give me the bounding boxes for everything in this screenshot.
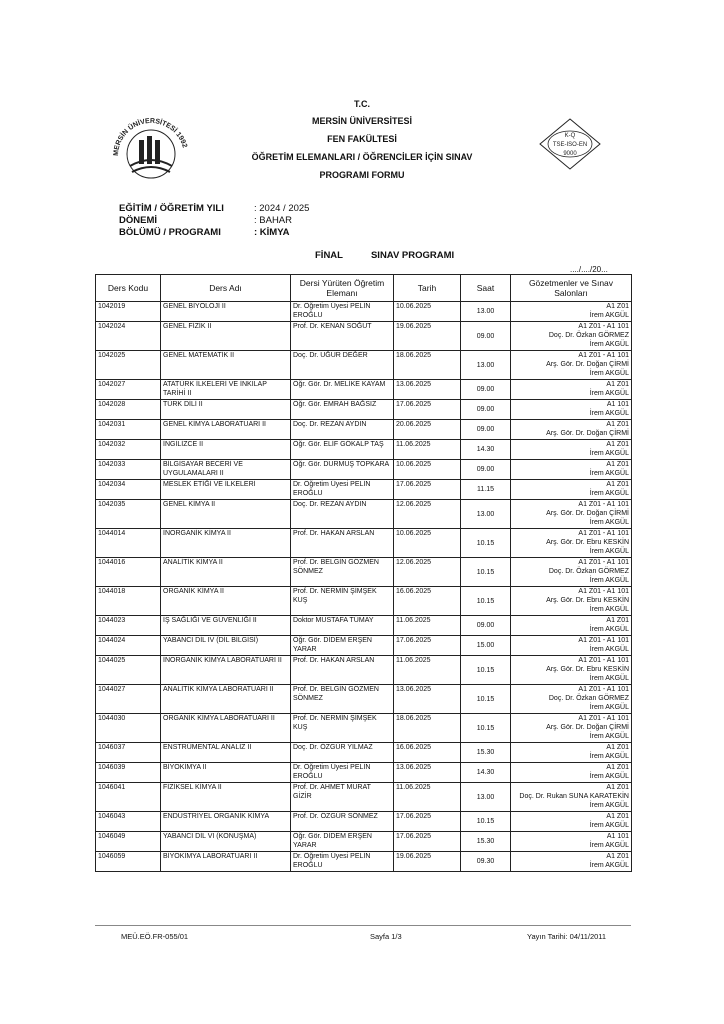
cell-date: 11.06.2025 bbox=[394, 440, 461, 460]
cell-date: 10.06.2025 bbox=[394, 529, 461, 558]
cell-rooms: A1 Z01 - A1 101 Arş. Gör. Dr. Ebru KESKİN İrem AKGÜL bbox=[511, 529, 632, 558]
cell-course-name: YABANCI DİL IV (DİL BİLGİSİ) bbox=[161, 636, 291, 656]
cell-rooms: A1 Z01 İrem AKGÜL bbox=[511, 616, 632, 636]
cell-code: 1042024 bbox=[96, 322, 161, 351]
cell-time: 14.30 bbox=[461, 763, 511, 783]
cell-course-name: GENEL KİMYA LABORATUARI II bbox=[161, 420, 291, 440]
cell-time: 10.15 bbox=[461, 558, 511, 587]
cell-rooms: A1 Z01 İrem AKGÜL bbox=[511, 460, 632, 480]
cell-code: 1042025 bbox=[96, 351, 161, 380]
cell-lecturer: Öğr. Gör. ELİF GÖKALP TAŞ bbox=[291, 440, 394, 460]
cell-lecturer: Doç. Dr. ÖZGÜR YILMAZ bbox=[291, 743, 394, 763]
cell-lecturer: Prof. Dr. HAKAN ARSLAN bbox=[291, 656, 394, 685]
cell-date: 12.06.2025 bbox=[394, 500, 461, 529]
info-dept-value: : KİMYA bbox=[254, 227, 290, 238]
header-tc: T.C. bbox=[353, 99, 370, 109]
cell-time: 09.00 bbox=[461, 380, 511, 400]
cell-code: 1046059 bbox=[96, 852, 161, 872]
cell-course-name: ATATÜRK İLKELERİ VE İNKILAP TARİHİ II bbox=[161, 380, 291, 400]
cell-date: 10.06.2025 bbox=[394, 460, 461, 480]
table-row bbox=[96, 832, 632, 852]
cell-rooms: A1 Z01 - A1 101 Arş. Gör. Dr. Doğan ÇİRMİ İrem AKGÜL bbox=[511, 351, 632, 380]
cell-date: 19.06.2025 bbox=[394, 322, 461, 351]
cell-course-name: BİLGİSAYAR BECERİ VE UYGULAMALARI II bbox=[161, 460, 291, 480]
cell-code: 1044016 bbox=[96, 558, 161, 587]
table-row bbox=[96, 714, 632, 743]
col-header-lecturer: Dersi Yürüten Öğretim Elemanı bbox=[291, 275, 394, 302]
header-form-title-1: ÖĞRETİM ELEMANLARI / ÖĞRENCİLER İÇİN SINAV bbox=[251, 152, 473, 162]
cell-date: 11.06.2025 bbox=[394, 783, 461, 812]
cell-course-name: ORGANİK KİMYA LABORATUARI II bbox=[161, 714, 291, 743]
cell-date: 16.06.2025 bbox=[394, 743, 461, 763]
cell-course-name: ENDÜSTRİYEL ORGANİK KİMYA bbox=[161, 812, 291, 832]
cell-lecturer: Doç. Dr. UĞUR DEĞER bbox=[291, 351, 394, 380]
info-year-label: EĞİTİM / ÖĞRETİM YILI bbox=[119, 203, 224, 214]
cert-line-3: 9000 bbox=[563, 151, 577, 157]
table-row bbox=[96, 685, 632, 714]
cell-date: 17.06.2025 bbox=[394, 400, 461, 420]
table-row bbox=[96, 400, 632, 420]
info-term bbox=[119, 215, 292, 226]
cell-time: 09.00 bbox=[461, 460, 511, 480]
cell-course-name: GENEL FİZİK II bbox=[161, 322, 291, 351]
table-row bbox=[96, 460, 632, 480]
cell-rooms: A1 Z01 - A1 101 Doç. Dr. Özkan GÖRMEZ İrem AKGÜL bbox=[511, 558, 632, 587]
cell-lecturer: Prof. Dr. AHMET MURAT GİZİR bbox=[291, 783, 394, 812]
cell-lecturer: Dr. Öğretim Üyesi PELİN EROĞLU bbox=[291, 302, 394, 322]
cell-course-name: İNORGANİK KİMYA II bbox=[161, 529, 291, 558]
cell-course-name: GENEL KİMYA II bbox=[161, 500, 291, 529]
table-row bbox=[96, 783, 632, 812]
cell-time: 10.15 bbox=[461, 812, 511, 832]
footer-publish-date: Yayın Tarihi: 04/11/2011 bbox=[527, 932, 607, 941]
table-row bbox=[96, 558, 632, 587]
cell-date: 10.06.2025 bbox=[394, 302, 461, 322]
cell-course-name: İŞ SAĞLIĞI VE GÜVENLİĞİ II bbox=[161, 616, 291, 636]
svg-text:MERSİN ÜNİVERSİTESİ 1992: MERSİN ÜNİVERSİTESİ 1992 bbox=[112, 117, 188, 157]
cell-lecturer: Dr. Öğretim Üyesi PELİN EROĞLU bbox=[291, 852, 394, 872]
cell-rooms: A1 Z01 - A1 101 Doç. Dr. Özkan GÖRMEZ İrem AKGÜL bbox=[511, 322, 632, 351]
cell-date: 17.06.2025 bbox=[394, 832, 461, 852]
table-row bbox=[96, 529, 632, 558]
cell-code: 1044023 bbox=[96, 616, 161, 636]
footer-form-code: MEÜ.EÖ.FR-055/01 bbox=[121, 932, 189, 941]
cell-code: 1046039 bbox=[96, 763, 161, 783]
cell-lecturer: Dr. Öğretim Üyesi PELİN EROĞLU bbox=[291, 480, 394, 500]
cell-lecturer: Öğr. Gör. DİDEM ERŞEN YARAR bbox=[291, 636, 394, 656]
info-dept bbox=[119, 227, 290, 238]
cell-lecturer: Öğr. Gör. DURMUŞ TOPKARA bbox=[291, 460, 394, 480]
cell-rooms: A1 Z01 Doç. Dr. Rukan SUNA KARATEKİN İrem AKGÜL bbox=[511, 783, 632, 812]
cell-date: 11.06.2025 bbox=[394, 656, 461, 685]
cell-code: 1042031 bbox=[96, 420, 161, 440]
cell-lecturer: Prof. Dr. NERMİN ŞİMŞEK KUŞ bbox=[291, 714, 394, 743]
cell-code: 1042027 bbox=[96, 380, 161, 400]
cell-lecturer: Doç. Dr. REZAN AYDIN bbox=[291, 420, 394, 440]
cell-rooms: A1 Z01 İrem AKGÜL bbox=[511, 743, 632, 763]
cell-time: 13.00 bbox=[461, 783, 511, 812]
cell-time: 14.30 bbox=[461, 440, 511, 460]
cell-date: 18.06.2025 bbox=[394, 351, 461, 380]
cell-rooms: A1 Z01 İrem AKGÜL bbox=[511, 440, 632, 460]
cell-code: 1046041 bbox=[96, 783, 161, 812]
cell-code: 1046049 bbox=[96, 832, 161, 852]
cell-date: 13.06.2025 bbox=[394, 763, 461, 783]
cell-date: 17.06.2025 bbox=[394, 636, 461, 656]
cell-rooms: A1 101 İrem AKGÜL bbox=[511, 400, 632, 420]
table-row bbox=[96, 380, 632, 400]
cell-rooms: A1 Z01 - A1 101 Arş. Gör. Dr. Doğan ÇİRMİ İrem AKGÜL bbox=[511, 714, 632, 743]
table-row bbox=[96, 302, 632, 322]
exam-title bbox=[315, 250, 482, 261]
table-row bbox=[96, 480, 632, 500]
cell-time: 15.00 bbox=[461, 636, 511, 656]
table-header-row bbox=[96, 275, 632, 302]
table-row bbox=[96, 656, 632, 685]
cell-time: 10.15 bbox=[461, 656, 511, 685]
cell-time: 11.15 bbox=[461, 480, 511, 500]
table-row bbox=[96, 351, 632, 380]
cell-lecturer: Prof. Dr. BELGİN GÖZMEN SÖNMEZ bbox=[291, 558, 394, 587]
col-header-name: Ders Adı bbox=[161, 275, 291, 302]
cell-course-name: İNGİLİZCE II bbox=[161, 440, 291, 460]
cell-lecturer: Prof. Dr. ÖZGÜR SÖNMEZ bbox=[291, 812, 394, 832]
cell-lecturer: Prof. Dr. KENAN SOĞUT bbox=[291, 322, 394, 351]
cell-rooms: A1 Z01 - A1 101 Arş. Gör. Dr. Ebru KESKİN İrem AKGÜL bbox=[511, 656, 632, 685]
cell-lecturer: Doç. Dr. REZAN AYDIN bbox=[291, 500, 394, 529]
cell-code: 1044018 bbox=[96, 587, 161, 616]
cell-time: 13.00 bbox=[461, 302, 511, 322]
cell-rooms: A1 Z01 İrem AKGÜL bbox=[511, 763, 632, 783]
footer-page: Sayfa 1/3 bbox=[370, 932, 402, 941]
cell-lecturer: Prof. Dr. BELGİN GÖZMEN SÖNMEZ bbox=[291, 685, 394, 714]
cell-course-name: İNORGANİK KİMYA LABORATUARI II bbox=[161, 656, 291, 685]
col-header-code: Ders Kodu bbox=[96, 275, 161, 302]
cell-date: 13.06.2025 bbox=[394, 380, 461, 400]
cell-course-name: GENEL BİYOLOJİ II bbox=[161, 302, 291, 322]
cell-lecturer: Prof. Dr. HAKAN ARSLAN bbox=[291, 529, 394, 558]
cell-time: 09.30 bbox=[461, 852, 511, 872]
cell-rooms: A1 Z01 - A1 101 Arş. Gör. Dr. Ebru KESKİN İrem AKGÜL bbox=[511, 587, 632, 616]
cell-time: 13.00 bbox=[461, 351, 511, 380]
cell-code: 1042034 bbox=[96, 480, 161, 500]
col-header-date: Tarih bbox=[394, 275, 461, 302]
exam-schedule-table bbox=[95, 274, 632, 872]
info-term-value: : BAHAR bbox=[254, 215, 293, 226]
cell-course-name: ANALİTİK KİMYA II bbox=[161, 558, 291, 587]
cell-rooms: A1 Z01 İrem AKGÜL bbox=[511, 852, 632, 872]
cert-line-1: K-Q bbox=[564, 133, 576, 139]
table-row bbox=[96, 587, 632, 616]
cell-time: 10.15 bbox=[461, 529, 511, 558]
cell-code: 1046043 bbox=[96, 812, 161, 832]
table-body bbox=[96, 302, 632, 872]
cell-code: 1042032 bbox=[96, 440, 161, 460]
cell-time: 09.00 bbox=[461, 400, 511, 420]
cell-code: 1042035 bbox=[96, 500, 161, 529]
cell-course-name: YABANCI DİL VI (KONUŞMA) bbox=[161, 832, 291, 852]
cell-code: 1042028 bbox=[96, 400, 161, 420]
cell-rooms: A1 Z01 - A1 101 Arş. Gör. Dr. Doğan ÇİRMİ İrem AKGÜL bbox=[511, 500, 632, 529]
cell-lecturer: Prof. Dr. NERMİN ŞİMŞEK KUŞ bbox=[291, 587, 394, 616]
cell-rooms: A1 Z01 İrem AKGÜL bbox=[511, 812, 632, 832]
cell-course-name: MESLEK ETİĞİ VE İLKELERİ bbox=[161, 480, 291, 500]
cell-date: 11.06.2025 bbox=[394, 616, 461, 636]
cell-course-name: ENSTRÜMENTAL ANALİZ II bbox=[161, 743, 291, 763]
cell-time: 10.15 bbox=[461, 685, 511, 714]
cell-code: 1044030 bbox=[96, 714, 161, 743]
cell-time: 10.15 bbox=[461, 714, 511, 743]
cell-time: 09.00 bbox=[461, 420, 511, 440]
cell-course-name: ANALİTİK KİMYA LABORATUARI II bbox=[161, 685, 291, 714]
info-year-value: : 2024 / 2025 bbox=[254, 203, 310, 214]
cell-time: 09.00 bbox=[461, 322, 511, 351]
table-row bbox=[96, 636, 632, 656]
date-placeholder: ..../..../20... bbox=[570, 265, 608, 274]
cell-rooms: A1 Z01 İrem AKGÜL bbox=[511, 480, 632, 500]
col-header-time: Saat bbox=[461, 275, 511, 302]
cell-code: 1044024 bbox=[96, 636, 161, 656]
cell-code: 1046037 bbox=[96, 743, 161, 763]
cell-lecturer: Doktor MUSTAFA TÜMAY bbox=[291, 616, 394, 636]
table-row bbox=[96, 763, 632, 783]
table-row bbox=[96, 500, 632, 529]
cell-course-name: BİYOKİMYA LABORATUARI II bbox=[161, 852, 291, 872]
cell-date: 13.06.2025 bbox=[394, 685, 461, 714]
table-row bbox=[96, 812, 632, 832]
info-dept-label: BÖLÜMÜ / PROGRAMI bbox=[119, 227, 221, 238]
exam-program-title: SINAV PROGRAMI bbox=[370, 250, 455, 261]
cell-lecturer: Öğr. Gör. Dr. MELİKE KAYAM bbox=[291, 380, 394, 400]
header-faculty: FEN FAKÜLTESİ bbox=[327, 134, 397, 144]
cell-date: 16.06.2025 bbox=[394, 587, 461, 616]
table-row bbox=[96, 420, 632, 440]
col-header-rooms: Gözetmenler ve Sınav Salonları bbox=[511, 275, 632, 302]
cell-code: 1044027 bbox=[96, 685, 161, 714]
header-university: MERSİN ÜNİVERSİTESİ bbox=[311, 116, 412, 126]
cell-time: 15.30 bbox=[461, 832, 511, 852]
cell-code: 1042033 bbox=[96, 460, 161, 480]
cell-rooms: A1 101 İrem AKGÜL bbox=[511, 832, 632, 852]
table-row bbox=[96, 322, 632, 351]
cell-date: 19.06.2025 bbox=[394, 852, 461, 872]
cell-rooms: A1 Z01 Arş. Gör. Dr. Doğan ÇİRMİ bbox=[511, 420, 632, 440]
table-row bbox=[96, 616, 632, 636]
table-row bbox=[96, 852, 632, 872]
cell-code: 1042019 bbox=[96, 302, 161, 322]
cell-course-name: TÜRK DİLİ II bbox=[161, 400, 291, 420]
cell-course-name: BİYOKİMYA II bbox=[161, 763, 291, 783]
cell-course-name: ORGANİK KİMYA II bbox=[161, 587, 291, 616]
cell-lecturer: Dr. Öğretim Üyesi PELİN EROĞLU bbox=[291, 763, 394, 783]
table-row bbox=[96, 743, 632, 763]
cell-rooms: A1 Z01 - A1 101 İrem AKGÜL bbox=[511, 636, 632, 656]
cell-date: 20.06.2025 bbox=[394, 420, 461, 440]
cell-date: 12.06.2025 bbox=[394, 558, 461, 587]
cell-lecturer: Öğr. Gör. DİDEM ERŞEN YARAR bbox=[291, 832, 394, 852]
cell-time: 15.30 bbox=[461, 743, 511, 763]
cell-code: 1044025 bbox=[96, 656, 161, 685]
cell-rooms: A1 Z01 İrem AKGÜL bbox=[511, 380, 632, 400]
exam-type: FİNAL bbox=[315, 250, 343, 261]
info-year bbox=[119, 203, 309, 214]
cell-course-name: FİZİKSEL KİMYA II bbox=[161, 783, 291, 812]
cell-date: 17.06.2025 bbox=[394, 812, 461, 832]
cell-time: 10.15 bbox=[461, 587, 511, 616]
cell-date: 18.06.2025 bbox=[394, 714, 461, 743]
cert-line-2: TSE-ISO-EN bbox=[552, 142, 588, 148]
cell-rooms: A1 Z01 İrem AKGÜL bbox=[511, 302, 632, 322]
cell-time: 13.00 bbox=[461, 500, 511, 529]
cell-course-name: GENEL MATEMATİK II bbox=[161, 351, 291, 380]
cell-code: 1044014 bbox=[96, 529, 161, 558]
cell-date: 17.06.2025 bbox=[394, 480, 461, 500]
info-term-label: DÖNEMİ bbox=[119, 215, 157, 226]
cell-time: 09.00 bbox=[461, 616, 511, 636]
table-row bbox=[96, 440, 632, 460]
footer-divider bbox=[95, 925, 631, 926]
header-form-title-2: PROGRAMI FORMU bbox=[319, 170, 405, 180]
cell-lecturer: Öğr. Gör. EMRAH BAĞSIZ bbox=[291, 400, 394, 420]
cell-rooms: A1 Z01 - A1 101 Doç. Dr. Özkan GÖRMEZ İrem AKGÜL bbox=[511, 685, 632, 714]
